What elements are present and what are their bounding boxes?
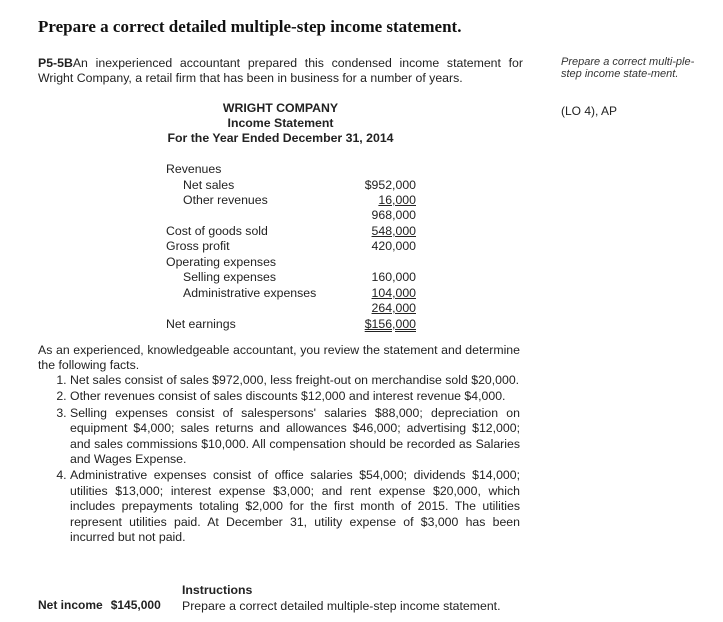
row-label-net-sales: Net sales [183, 178, 235, 192]
row-label-admin-expenses: Administrative expenses [183, 286, 317, 300]
instructions-text: Prepare a correct detailed multiple-step income statement. [182, 599, 501, 613]
row-label-selling-expenses: Selling expenses [183, 270, 276, 284]
row-label-cogs: Cost of goods sold [166, 224, 268, 238]
amount-other-revenues: 16,000 [378, 193, 416, 207]
lo-code: (LO 4), AP [561, 104, 618, 118]
amount-gross-profit: 420,000 [371, 239, 416, 253]
learning-objective: Prepare a correct multi-ple-step income state-ment. [561, 56, 695, 80]
instructions-heading: Instructions [182, 583, 253, 597]
amount-total-revenues: 968,000 [371, 208, 416, 222]
review-paragraph: As an experienced, knowledgeable accountant, you review the statement and determine the following facts. [38, 343, 520, 372]
amount-admin-expenses: 104,000 [371, 286, 416, 300]
problem-id: P5-5B [38, 56, 73, 70]
row-label-operating-expenses: Operating expenses [166, 255, 277, 269]
facts-list [38, 373, 520, 546]
row-label-revenues: Revenues [166, 162, 222, 176]
statement-period: For the Year Ended December 31, 2014 [167, 131, 394, 145]
answer-check [38, 598, 161, 612]
row-label-gross-profit: Gross profit [166, 239, 230, 253]
statement-name: Income Statement [227, 116, 334, 130]
page-title: Prepare a correct detailed multiple-step income statement. [38, 17, 462, 36]
amount-selling-expenses: 160,000 [371, 270, 416, 284]
amount-net-earnings: $156,000 [364, 317, 416, 331]
list-item: 1. Net sales consist of sales $972,000, less freight-out on merchandise sold $20,000. [70, 373, 520, 388]
row-label-other-revenues: Other revenues [183, 193, 268, 207]
list-item: 3. Selling expenses consist of salespersons' salaries $88,000; depreciation on equipment $4,000; sales returns and allowances $46,000; advertising $12,000; and sales commissions $10,000. All compensation should be recorded as Salaries and Wages Expense. [70, 406, 520, 468]
amount-net-sales: $952,000 [364, 178, 416, 192]
list-item: 4. Administrative expenses consist of office salaries $54,000; dividends $14,000; utilities $13,000; interest expense $3,000; and rent expense $20,000, which includes prepayments totaling $2,000 for the first month of 2015. The utilities represent utilities paid. At December 31, utility expense of $3,000 has been incurred but not paid. [70, 468, 520, 545]
amount-cogs: 548,000 [371, 224, 416, 238]
list-item: 2. Other revenues consist of sales discounts $12,000 and interest revenue $4,000. [70, 389, 520, 404]
problem-intro [38, 56, 523, 86]
amount-total-operating-expenses: 264,000 [371, 301, 416, 315]
answer-value: $145,000 [110, 598, 161, 612]
row-label-net-earnings: Net earnings [166, 317, 236, 331]
answer-label: Net income [38, 598, 103, 612]
company-name: WRIGHT COMPANY [222, 101, 339, 115]
problem-intro-text: An inexperienced accountant prepared this condensed income statement for Wright Company, a retail firm that has been in business for a number of years. [38, 56, 523, 85]
